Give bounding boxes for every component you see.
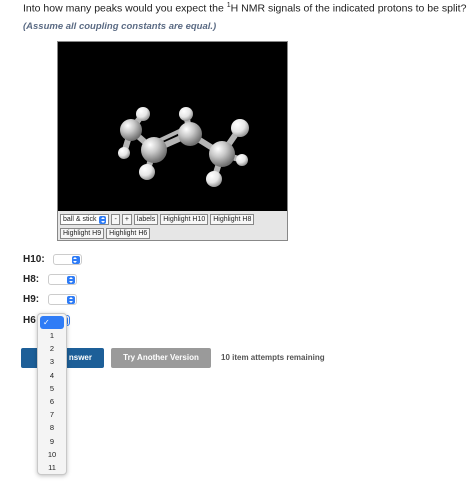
select-arrows-icon: [99, 216, 106, 224]
answer-label: H8:: [23, 274, 40, 285]
checkmark-icon: ✓: [43, 318, 50, 327]
dropdown-option[interactable]: 1: [49, 331, 55, 340]
hydrogen-atom: [136, 107, 150, 121]
submit-answer-button[interactable]: nswer: [21, 348, 104, 368]
answer-row-h9: [23, 294, 77, 305]
dropdown-option[interactable]: 10: [47, 449, 57, 459]
viewer-toolbar: [58, 211, 287, 240]
dropdown-option[interactable]: 2: [49, 344, 55, 354]
labels-button[interactable]: labels: [134, 214, 158, 225]
try-another-version-button[interactable]: Try Another Version: [111, 348, 211, 368]
select-arrows-icon: [67, 296, 75, 304]
select-arrows-icon: [72, 256, 80, 264]
answer-label: H10:: [23, 254, 45, 265]
molecule-model[interactable]: [58, 42, 287, 210]
attempts-remaining: 10 item attempts remaining: [221, 353, 325, 362]
h8-peaks-select[interactable]: [48, 274, 77, 285]
carbon-atom: [178, 122, 202, 146]
highlight-h9-button[interactable]: Highlight H9: [60, 228, 104, 239]
molecule-viewer[interactable]: [57, 41, 288, 241]
carbon-atom: [141, 137, 167, 163]
answer-label: H6: [23, 315, 36, 326]
hydrogen-atom: [139, 164, 155, 180]
highlight-h10-button[interactable]: Highlight H10: [160, 214, 208, 225]
highlight-h8-button[interactable]: Highlight H8: [210, 214, 254, 225]
dropdown-option[interactable]: 3: [49, 357, 55, 367]
hydrogen-atom: [231, 119, 249, 137]
select-arrows-icon: [67, 276, 75, 284]
hydrogen-atom: [236, 154, 248, 166]
carbon-atom: [209, 141, 235, 167]
question-text: Into how many peaks would you expect the $^1$H NMR signals of the indicated protons to be split?: [23, 2, 467, 15]
dropdown-option[interactable]: 7: [49, 410, 55, 420]
hydrogen-atom: [206, 171, 222, 187]
dropdown-option[interactable]: 6: [49, 396, 55, 406]
dropdown-option[interactable]: 9: [49, 436, 55, 446]
answer-label: H9:: [23, 294, 40, 305]
dropdown-option[interactable]: 8: [49, 423, 55, 433]
h9-peaks-select[interactable]: [48, 294, 77, 305]
coupling-note: (Assume all coupling constants are equal.): [23, 21, 217, 32]
h10-peaks-select[interactable]: [53, 254, 82, 265]
zoom-in-button[interactable]: +: [122, 214, 132, 225]
dropdown-option[interactable]: 4: [49, 370, 55, 380]
hydrogen-atom: [179, 107, 193, 121]
h6-dropdown-menu[interactable]: [37, 313, 67, 475]
answer-row-h10: [23, 254, 82, 265]
dropdown-selected-option[interactable]: [40, 316, 64, 329]
display-style-select[interactable]: ball & stick: [60, 214, 109, 225]
carbon-atom: [120, 119, 142, 141]
hydrogen-atom: [118, 147, 130, 159]
zoom-out-button[interactable]: -: [111, 214, 119, 225]
highlight-h6-button[interactable]: Highlight H6: [106, 228, 150, 239]
answer-row-h8: [23, 274, 77, 285]
dropdown-option[interactable]: 11: [48, 462, 56, 472]
dropdown-option[interactable]: 5: [49, 383, 55, 393]
